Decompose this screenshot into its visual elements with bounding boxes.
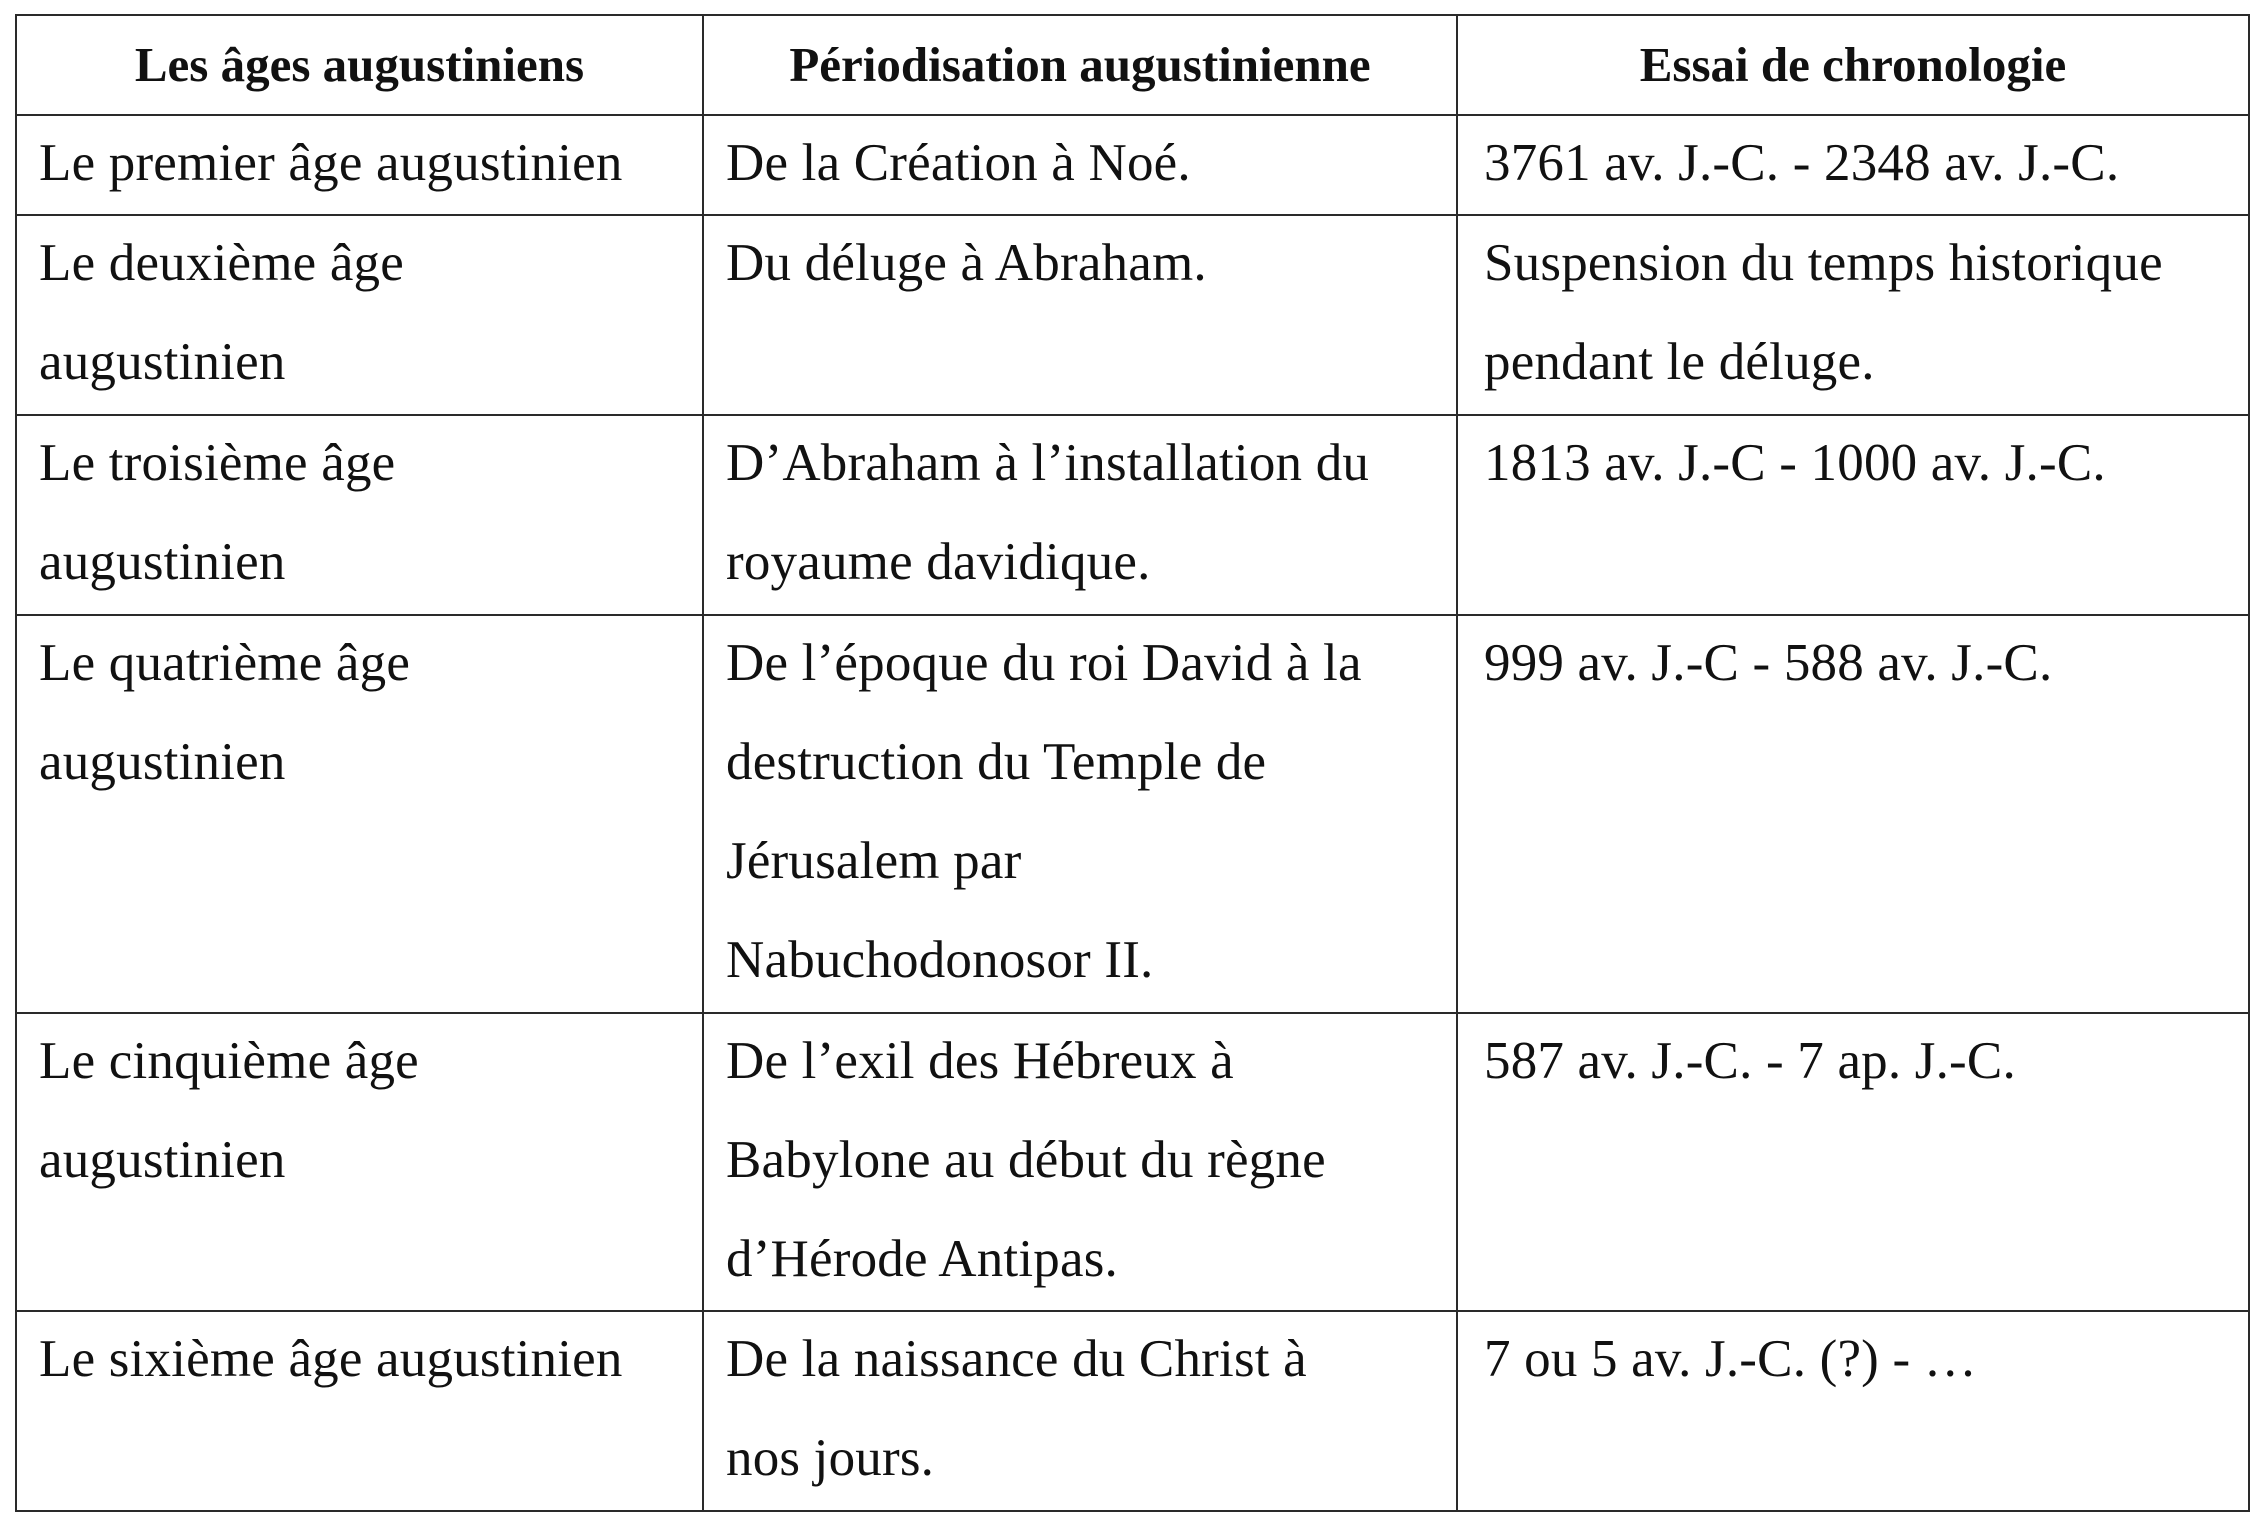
cell-chronologie: [1457, 1311, 2249, 1511]
cell-line: Le cinquième âge: [39, 1032, 419, 1090]
cell-line: De la Création à Noé.: [726, 134, 1191, 192]
cell-line: Du déluge à Abraham.: [726, 234, 1207, 292]
cell-periodisation: [703, 1013, 1457, 1311]
cell-chronologie: [1457, 115, 2249, 215]
cell-line: royaume davidique.: [726, 533, 1151, 591]
cell-line: Nabuchodonosor II.: [726, 931, 1154, 989]
table-row: [16, 1311, 2249, 1511]
cell-line: 1813 av. J.-C - 1000 av. J.-C.: [1484, 434, 2106, 492]
cell-line: Le troisième âge: [39, 434, 396, 492]
cell-line: augustinien: [39, 1131, 286, 1189]
cell-line: pendant le déluge.: [1484, 333, 1875, 391]
cell-line: De l’époque du roi David à la: [726, 634, 1362, 692]
cell-line: De la naissance du Christ à: [726, 1330, 1307, 1388]
cell-age: [16, 115, 703, 215]
table-row: [16, 415, 2249, 615]
cell-age: [16, 1013, 703, 1311]
table-row: [16, 1013, 2249, 1311]
cell-line: Le deuxième âge: [39, 234, 404, 292]
cell-line: D’Abraham à l’installation du: [726, 434, 1370, 492]
cell-line: Le sixième âge augustinien: [39, 1330, 623, 1388]
cell-line: Le premier âge augustinien: [39, 134, 623, 192]
cell-periodisation: [703, 215, 1457, 415]
table-row: [16, 115, 2249, 215]
cell-chronologie: [1457, 615, 2249, 1013]
cell-periodisation: [703, 415, 1457, 615]
cell-line: destruction du Temple de: [726, 733, 1267, 791]
cell-age: [16, 1311, 703, 1511]
cell-line: d’Hérode Antipas.: [726, 1230, 1118, 1288]
table-header-row: [16, 15, 2249, 115]
cell-line: 3761 av. J.-C. - 2348 av. J.-C.: [1484, 134, 2120, 192]
cell-line: augustinien: [39, 533, 286, 591]
cell-age: [16, 415, 703, 615]
header-ages: Les âges augustiniens: [16, 15, 703, 115]
cell-line: 7 ou 5 av. J.-C. (?) - …: [1484, 1330, 1977, 1388]
cell-line: Suspension du temps historique: [1484, 234, 2163, 292]
header-periodisation: Périodisation augustinienne: [703, 15, 1457, 115]
table-row: [16, 615, 2249, 1013]
cell-line: Le quatrième âge: [39, 634, 411, 692]
cell-line: 999 av. J.-C - 588 av. J.-C.: [1484, 634, 2053, 692]
cell-line: Babylone au début du règne: [726, 1131, 1326, 1189]
cell-chronologie: [1457, 415, 2249, 615]
cell-periodisation: [703, 115, 1457, 215]
cell-line: augustinien: [39, 333, 286, 391]
cell-age: [16, 215, 703, 415]
cell-periodisation: [703, 615, 1457, 1013]
cell-line: nos jours.: [726, 1429, 935, 1487]
cell-age: [16, 615, 703, 1013]
cell-periodisation: [703, 1311, 1457, 1511]
cell-chronologie: [1457, 215, 2249, 415]
cell-line: 587 av. J.-C. - 7 ap. J.-C.: [1484, 1032, 2016, 1090]
header-chronologie: Essai de chronologie: [1457, 15, 2249, 115]
cell-line: Jérusalem par: [726, 832, 1022, 890]
table-row: [16, 215, 2249, 415]
ages-table: [15, 14, 2250, 1512]
cell-line: augustinien: [39, 733, 286, 791]
cell-line: De l’exil des Hébreux à: [726, 1032, 1234, 1090]
cell-chronologie: [1457, 1013, 2249, 1311]
